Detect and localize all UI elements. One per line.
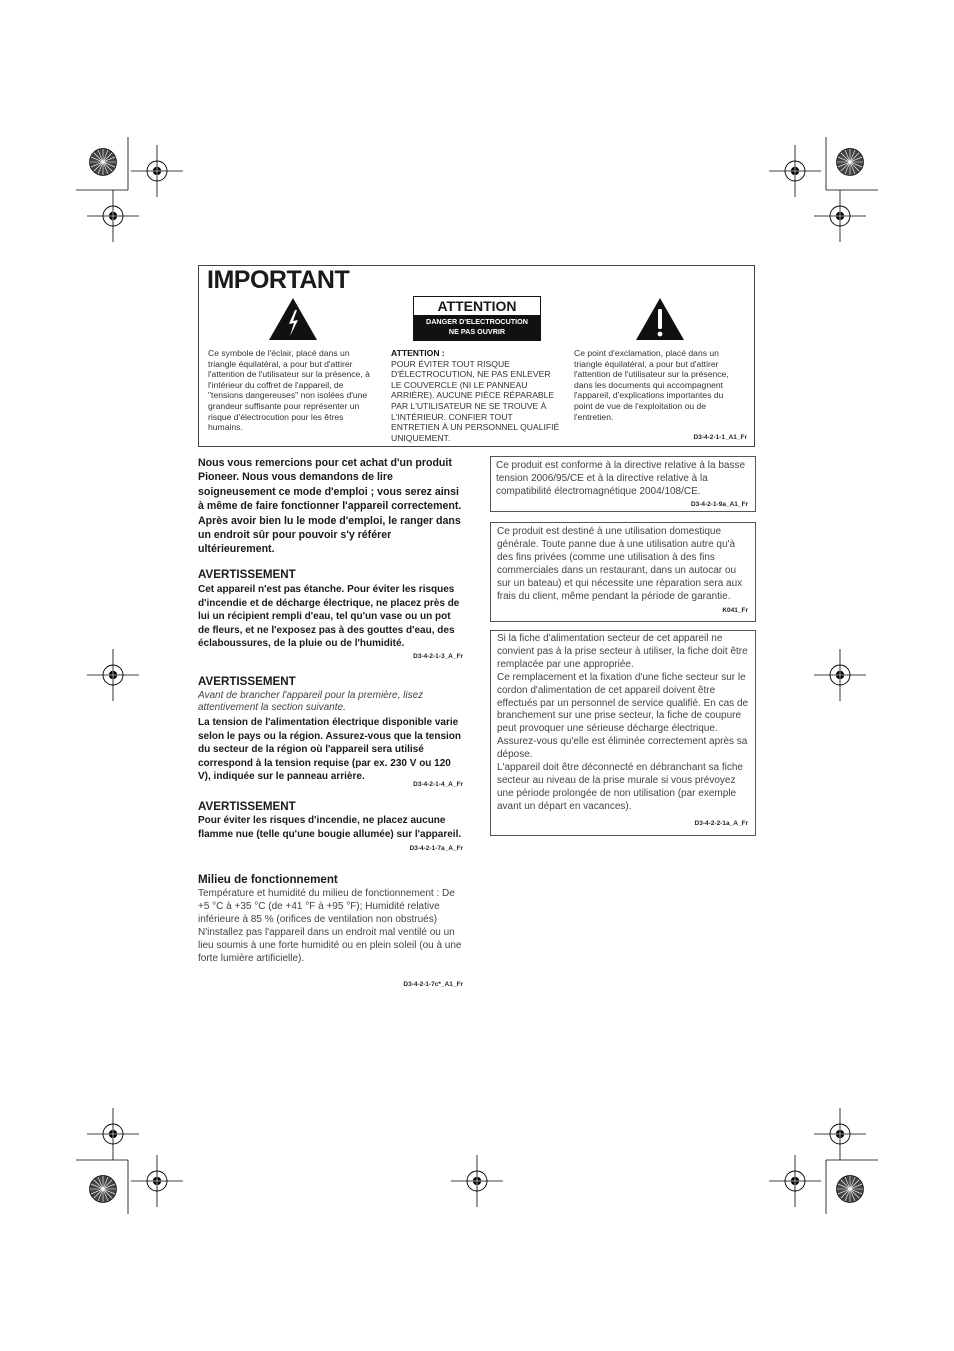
exclamation-warning-icon (634, 296, 686, 342)
intro-paragraph: Nous vous remercions pour cet achat d'un produit Pioneer. Nous vous demandons de lire soigneusement ce mode d'emploi ; vous serez ainsi à même de faire fonctionner l'appareil correctement. Après avoir bien lu le mode d'emploi, le ranger dans un endroit sûr pour pouvoir s'y référer ultérieurement. (198, 457, 462, 556)
attention-badge-line2: NE PAS OUVRIR (448, 327, 506, 336)
exclamation-symbol-text: Ce point d'exclamation, placé dans un triangle équilatéral, a pour but d'attirer l'attention de l'utilisateur sur la présence, dans les documents qui accompagnent l'appareil, d'explications importantes du point de vue de l'exploitation ou de l'entretien. (574, 348, 729, 422)
warning-flame-text: Pour éviter les risques d'incendie, ne placez aucune flamme nue (telle qu'une bougie allumée) sur l'appareil. (198, 815, 462, 840)
reference-code: K041_Fr (722, 607, 748, 614)
warning-heading: AVERTISSEMENT (198, 800, 296, 813)
reference-code: D3-4-2-1-1_A1_Fr (693, 434, 747, 441)
domestic-use-text: Ce produit est destiné à une utilisation domestique générale. Toute panne due à une utilisation autre qu'à des fins privées (comme une utilisation à des fins commerciales dans un restaurant, dans un autocar ou sur un bateau) et qui nécessite une réparation sera aux frais du client, même pendant la période de garantie. (497, 526, 743, 602)
lightning-warning-icon (267, 296, 319, 342)
power-plug-text (497, 633, 751, 814)
warning-heading: AVERTISSEMENT (198, 675, 296, 688)
attention-heading: ATTENTION : (391, 348, 445, 358)
attention-badge-title: ATTENTION (437, 298, 517, 314)
reference-code: D3-4-2-1-9a_A1_Fr (690, 501, 748, 508)
important-title: IMPORTANT (207, 266, 350, 294)
warning-waterproof-text: Cet appareil n'est pas étanche. Pour éviter les risques d'incendie et de décharge électrique, ne placez près de lui un récipient rempli d'eau, tel qu'un vase ou un pot de fleurs, et ne l'exposez pas à des gouttes d'eau, des éclaboussures, de la pluie ou de l'humidité. (198, 584, 460, 649)
warning-voltage-text: La tension de l'alimentation électrique disponible varie selon le pays ou la région. Assurez-vous que la tension du secteur de la région où l'appareil sera utilisé correspond à la tension requise (par ex. 230 V ou 120 V), indiquée sur le panneau arrière. (198, 717, 462, 782)
attention-text: POUR ÉVITER TOUT RISQUE D'ÉLECTROCUTION, NE PAS ENLEVER LE COUVERCLE (NI LE PANNEAU ARRIÈRE). AUCUNE PIÈCE RÉPARABLE PAR L'UTILISATEUR NE SE TROUVE À L'INTÉRIEUR. CONFIER TOUT ENTRETIEN À UN PERSONNEL QUALIFIÉ UNIQUEMENT. (391, 358, 560, 443)
reference-code: D3-4-2-1-7c*_A1_Fr (403, 981, 463, 988)
reference-code: D3-4-2-1-7a_A_Fr (409, 845, 463, 852)
attention-instructions (391, 348, 563, 443)
power-plug-text-2: Ce remplacement et la fixation d'une fiche secteur sur le cordon d'alimentation de cet appareil doivent être effectués par un personnel de service qualifié. En cas de branchement sur une prise secteur, la fiche de coupure peut provoquer une sérieuse décharge électrique. Assurez-vous qu'elle est éliminée correctement après sa dépose. (497, 671, 749, 761)
reference-code: D3-4-2-1-4_A_Fr (413, 781, 463, 788)
reference-code: D3-4-2-1-3_A_Fr (413, 653, 463, 660)
reference-code: D3-4-2-2-1a_A_Fr (694, 820, 748, 827)
attention-badge (413, 296, 541, 341)
lightning-symbol-text: Ce symbole de l'éclair, placé dans un triangle équilatéral, a pour but d'attirer l'attention de l'utilisateur sur la présence, à l'intérieur du coffret de l'appareil, de "tensions dangereuses" non isolées d'une grandeur suffisante pour représenter un risque d'électrocution pour les êtres humains. (208, 348, 370, 433)
compliance-text: Ce produit est conforme à la directive relative à la basse tension 2006/95/CE et à la directive relative à la compatibilité électromagnétique 2004/108/CE. (496, 460, 746, 497)
warning-heading: AVERTISSEMENT (198, 568, 296, 581)
warning-voltage-intro: Avant de brancher l'appareil pour la première, lisez attentivement la section suivante. (198, 690, 424, 713)
attention-badge-bar (414, 315, 540, 340)
power-plug-text-1: Si la fiche d'alimentation secteur de cet appareil ne convient pas à la prise secteur à utiliser, la fiche doit être remplacée par une appropriée. (497, 633, 748, 670)
environment-heading: Milieu de fonctionnement (198, 873, 338, 886)
environment-conditions: Température et humidité du milieu de fonctionnement : De +5 °C à +35 °C (de +41 °F à +95 °F); Humidité relative inférieure à 85 % (orifices de ventilation non obstrués) (198, 888, 455, 925)
environment-text (198, 888, 466, 965)
power-plug-text-3: L'appareil doit être déconnecté en débranchant sa fiche secteur au niveau de la prise murale si vous prévoyez une période prolongée de non utilisation (par exemple avant un départ en vacances). (497, 762, 743, 812)
environment-placement: N'installez pas l'appareil dans un endroit mal ventilé ou un lieu soumis à une forte humidité ou en plein soleil (ou à une forte lumière artificielle). (198, 926, 462, 964)
attention-badge-line1: DANGER D'ELECTROCUTION (426, 317, 528, 326)
